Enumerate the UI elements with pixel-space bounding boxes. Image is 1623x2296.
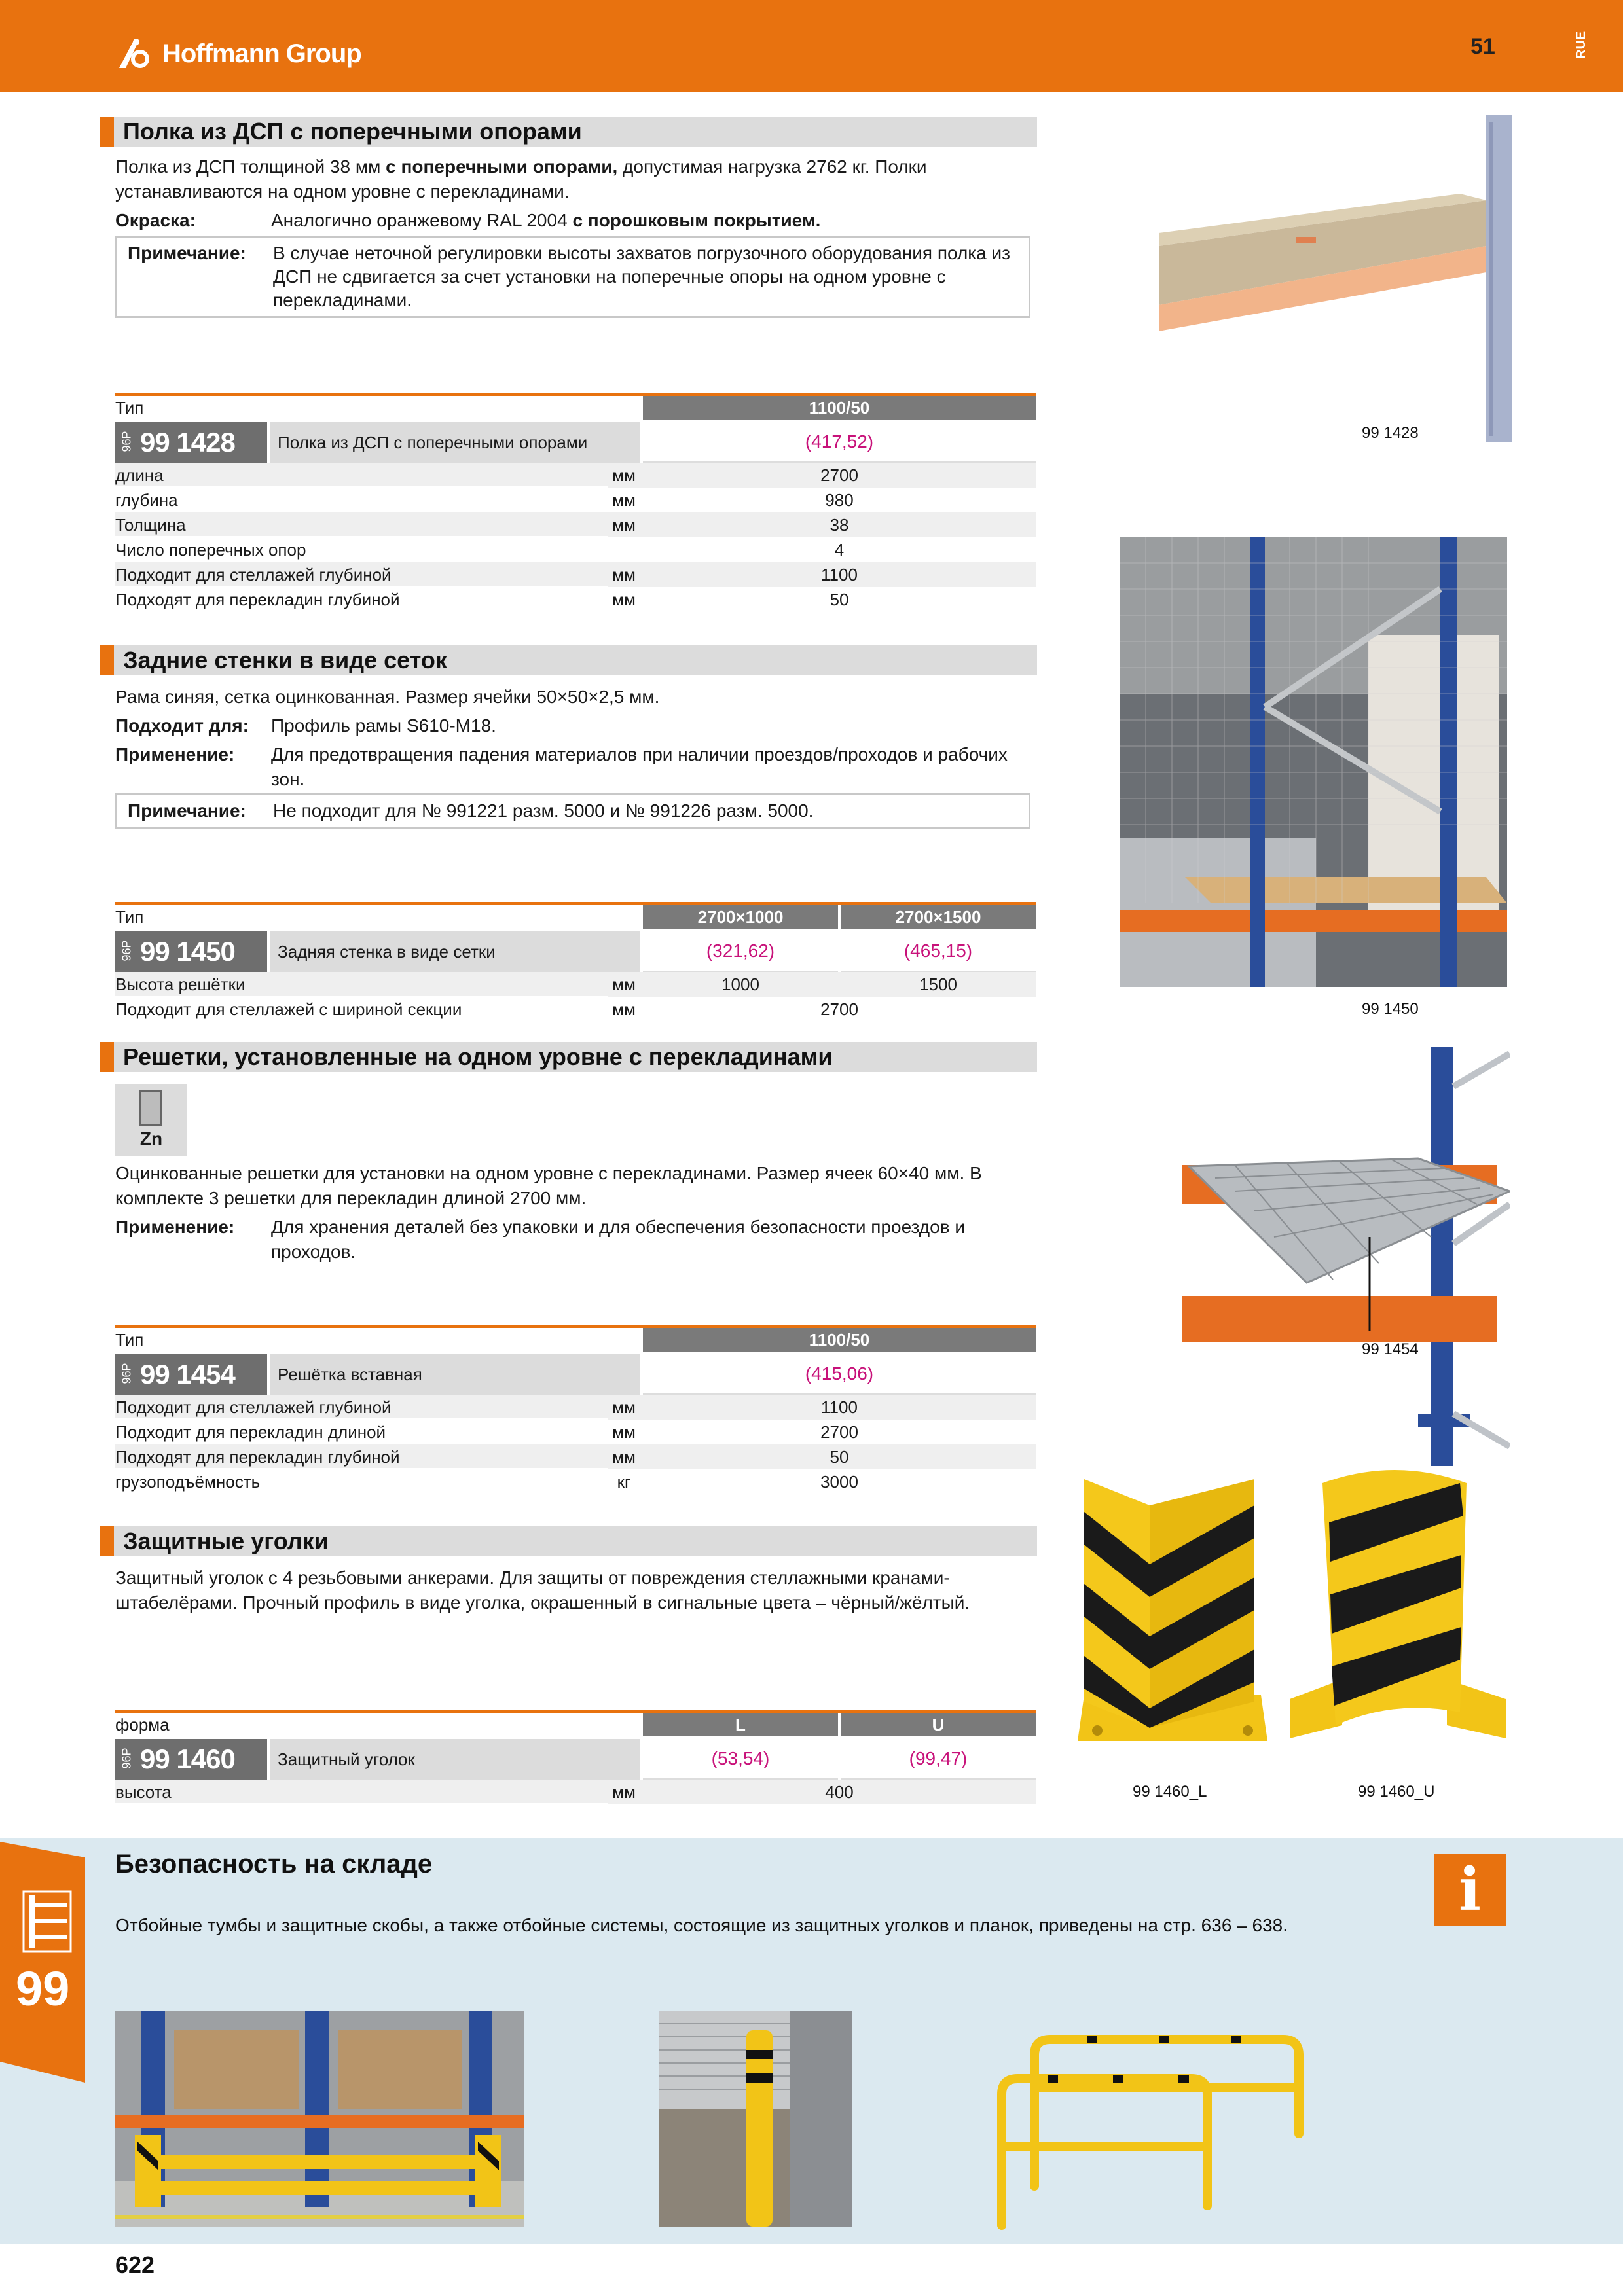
mesh-description: Рама синяя, сетка оцинкованная. Размер ячейки 50×50×2,5 мм.: [115, 687, 660, 707]
info-text: Отбойные тумбы и защитные скобы, а также отбойные системы, состоящие из защитных уголков и планок, приведены на стр. 636 – 638.: [115, 1915, 1288, 1935]
table-row: [115, 488, 1036, 512]
spec-value: 1100: [821, 565, 858, 584]
spec-unit: мм: [612, 590, 636, 609]
section-title: Полка из ДСП с поперечными опорами: [123, 118, 582, 145]
section-header-protective-corners: Защитные уголки: [100, 1526, 1037, 1556]
spec-value: 2700: [820, 465, 858, 485]
product-code[interactable]: 96P 99 1450: [115, 931, 267, 972]
chapter-number: 99: [16, 1962, 70, 2016]
table-row: [115, 1444, 1036, 1469]
grid-description: Оцинкованные решетки для установки на одном уровне с перекладинами. Размер ячеек 60×40 мм. В комплекте 3 решетки для перекладин длиной 2700 мм.: [115, 1163, 982, 1208]
product-code[interactable]: 96P 99 1460: [115, 1739, 267, 1780]
spec-value: 1100: [821, 1397, 858, 1417]
spec-name: Подходят для перекладин глубиной: [115, 1444, 608, 1469]
table-row: [115, 1469, 1036, 1494]
chipboard-note: Примечание: В случае неточной регулировки высоты захватов погрузочного оборудования полка из ДСП не сдвигается за счет установки на поперечные опоры на одном уровне с перекладинами.: [115, 236, 1030, 318]
spec-name: Число поперечных опор: [115, 537, 608, 562]
spec-unit: [608, 537, 640, 562]
steel-grid-image: [1182, 1047, 1510, 1466]
spec-unit: мм: [612, 490, 636, 510]
spec-unit: мм: [612, 465, 636, 485]
chipboard-description: Полка из ДСП толщиной 38 мм с поперечными опорами, допустимая нагрузка 2762 кг. Полки устанавливаются на одном уровне с перекладинами.: [115, 156, 927, 202]
product-table-991450: Тип 2700×1000 2700×1500 96P 99 1450 Задняя стенка в виде сетки (321,62) (465,15) Высота решётки мм 1000 1500 Подходит для стеллажей с шириной секции мм 2700: [115, 902, 1036, 1022]
brand-name: Hoffmann Group: [162, 39, 361, 68]
info-title: Безопасность на складе: [115, 1850, 433, 1878]
corner-guard-l-image: [1071, 1466, 1274, 1761]
spec-value: 50: [830, 1447, 849, 1467]
mesh-fits-spec: Подходит для: Профиль рамы S610-M18.: [115, 715, 496, 736]
bollard-image: [659, 2011, 852, 2227]
spec-name: грузоподъёмность: [115, 1469, 608, 1494]
price[interactable]: (99,47): [841, 1739, 1036, 1780]
image-caption-991454: 99 1454: [1362, 1340, 1419, 1358]
corner-description: Защитный уголок с 4 резьбовыми анкерами. Для защиты от повреждения стеллажными кранами-штабелёрами. Прочный профиль в виде уголка, окрашенный в сигнальные цвета – чёрный/жёлтый.: [115, 1568, 970, 1613]
spec-name: длина: [115, 463, 608, 488]
table-row: [115, 463, 1036, 488]
page-number-top: 51: [1470, 34, 1495, 59]
spec-unit: мм: [612, 1397, 636, 1417]
spec-value: 3000: [820, 1472, 858, 1492]
product-code[interactable]: 96P 99 1428: [115, 422, 267, 463]
spec-value: 50: [830, 590, 849, 609]
spec-name: Подходит для стеллажей глубиной: [115, 562, 608, 587]
mesh-application-spec: Применение: Для предотвращения падения материалов при наличии проездов/проходов и рабочих зон.: [115, 744, 1008, 789]
hoffmann-logo-icon: [117, 37, 155, 71]
product-table-991428: Тип 1100/50 96P 99 1428 Полка из ДСП с поперечными опорами (417,52) длина мм 2700 глубина мм 980 Толщина мм 38 Число поперечных опор 4 Подходит для стеллажей глубиной мм 1100 Подходят для перекладин глубиной мм 50: [115, 393, 1036, 612]
table-row: [115, 587, 1036, 612]
price[interactable]: (465,15): [841, 931, 1036, 972]
spec-name: Толщина: [115, 512, 608, 537]
grid-application-spec: Применение: Для хранения деталей без упаковки и для обеспечения безопасности проездов и проходов.: [115, 1217, 965, 1262]
spec-unit: мм: [612, 1422, 636, 1442]
corner-guard-u-image: [1283, 1463, 1510, 1758]
page-number-bottom: 622: [115, 2251, 155, 2278]
spec-unit: мм: [612, 1447, 636, 1467]
table-row: [115, 537, 1036, 562]
spec-unit: мм: [612, 515, 636, 535]
spec-name: Подходит для перекладин длиной: [115, 1420, 608, 1444]
price[interactable]: (321,62): [643, 931, 838, 972]
section-header-grids: Решетки, установленные на одном уровне с перекладинами: [100, 1042, 1037, 1072]
image-caption-991428: 99 1428: [1362, 424, 1419, 442]
spec-name: глубина: [115, 488, 608, 512]
price[interactable]: (415,06): [643, 1354, 1036, 1395]
spec-value: 2700: [820, 1422, 858, 1442]
mesh-note: Примечание: Не подходит для № 991221 разм. 5000 и № 991226 разм. 5000.: [115, 793, 1030, 829]
zinc-plate-icon: [139, 1090, 162, 1126]
spec-value: 38: [830, 515, 849, 535]
spec-value: 980: [825, 490, 854, 510]
image-caption-991460-l: 99 1460_L: [1133, 1783, 1207, 1801]
product-code[interactable]: 96P 99 1454: [115, 1354, 267, 1395]
language-tag: RUE: [1574, 31, 1588, 59]
table-row: [115, 512, 1036, 537]
spec-value: 4: [834, 540, 845, 560]
section-header-chipboard-shelf: [100, 117, 1037, 147]
spec-unit: кг: [617, 1472, 631, 1492]
spec-name: Подходит для стеллажей глубиной: [115, 1395, 608, 1420]
brand-logo[interactable]: [117, 34, 361, 73]
spec-name: Подходят для перекладин глубиной: [115, 587, 608, 612]
price[interactable]: (417,52): [643, 422, 1036, 463]
product-table-991454: Тип 1100/50 96P 99 1454 Решётка вставная (415,06) Подходит для стеллажей глубиной мм 1100 Подходит для перекладин длиной мм 2700 Подходят для перекладин глубиной мм 50 грузоподъёмность кг 3000: [115, 1325, 1036, 1494]
product-table-991460: форма L U 96P 99 1460 Защитный уголок (53,54) (99,47) высота мм 400: [115, 1710, 1036, 1804]
mesh-backwall-image: [1120, 537, 1507, 987]
chipboard-shelf-image: [1159, 115, 1512, 442]
barrier-system-image: [115, 2011, 524, 2227]
table-row: [115, 562, 1036, 587]
protective-hoops-image: [982, 2003, 1322, 2232]
image-caption-991460-u: 99 1460_U: [1358, 1783, 1435, 1801]
section-header-mesh-backwall: Задние стенки в виде сеток: [100, 645, 1037, 675]
table-row: [115, 1420, 1036, 1444]
spec-unit: мм: [612, 565, 636, 584]
table-row: [115, 1395, 1036, 1420]
paint-spec: Окраска: Аналогично оранжевому RAL 2004 с порошковым покрытием.: [115, 210, 821, 230]
image-caption-991450: 99 1450: [1362, 1000, 1419, 1018]
price[interactable]: (53,54): [643, 1739, 838, 1780]
shelving-chapter-icon: [22, 1890, 72, 1953]
info-icon[interactable]: i: [1434, 1854, 1506, 1926]
zinc-badge: Zn: [115, 1084, 187, 1156]
